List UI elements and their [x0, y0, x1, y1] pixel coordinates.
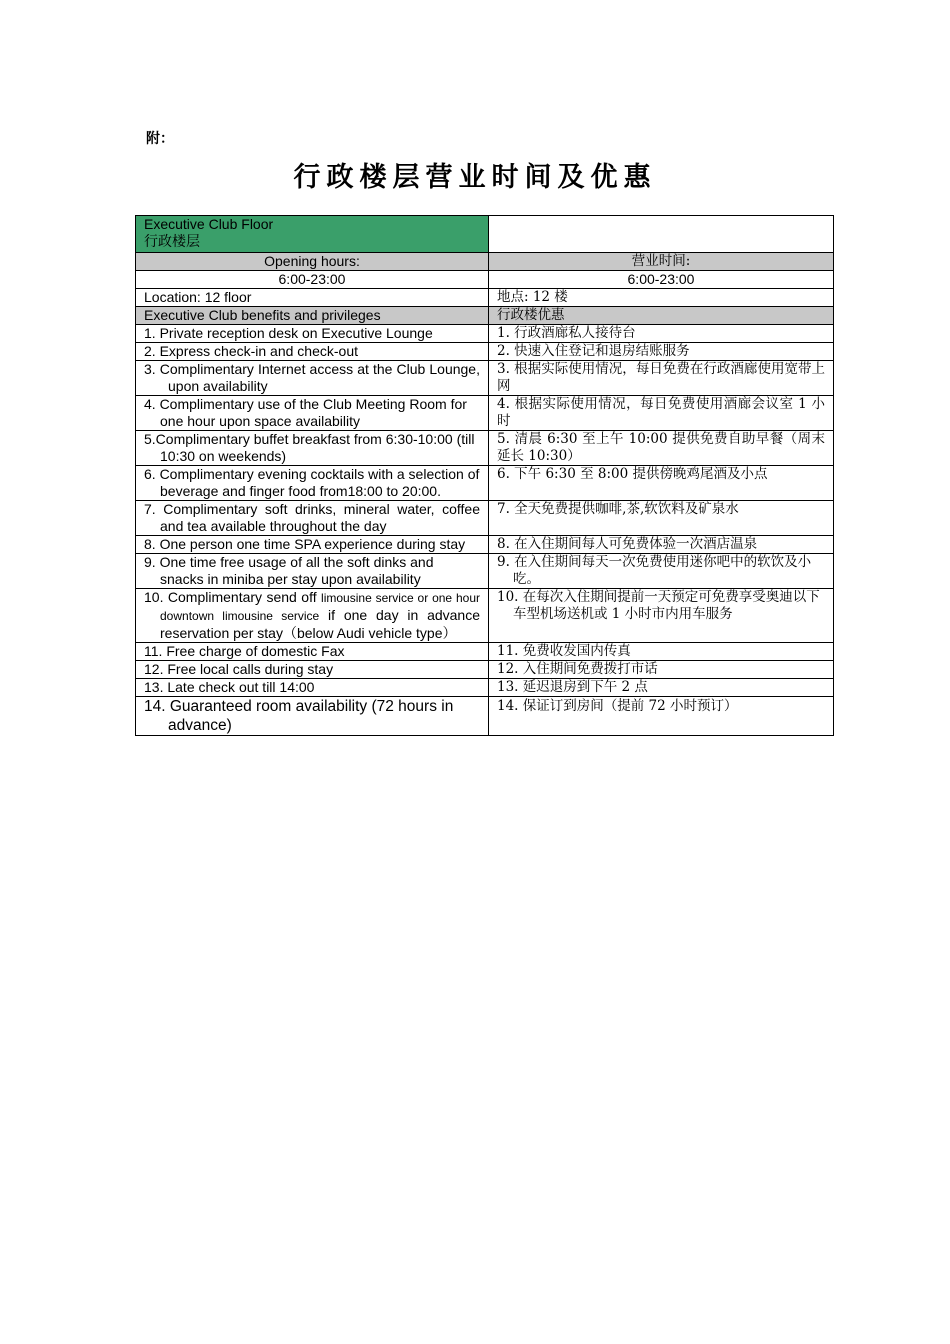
- table-row: [136, 361, 834, 396]
- benefit-en: [136, 697, 489, 736]
- benefit-cn: [489, 589, 834, 643]
- benefit-en-text: 6. Complimentary evening cocktails with a selection of beverage and finger food from18:00 to 20:00.: [144, 466, 480, 499]
- benefit-en: [136, 589, 489, 643]
- table-row: [136, 431, 834, 466]
- benefit-en: [136, 536, 489, 554]
- opening-hours-en: 6:00-23:00: [136, 271, 489, 289]
- benefit-en: [136, 361, 489, 396]
- table-row: [136, 343, 834, 361]
- benefit-cn: 2. 快速入住登记和退房结账服务: [489, 343, 834, 361]
- header-cell: [136, 216, 489, 253]
- benefit-en: 12. Free local calls during stay: [136, 661, 489, 679]
- executive-club-table: [135, 215, 834, 736]
- benefit-cn: 13. 延迟退房到下午 2 点: [489, 679, 834, 697]
- table-row: [136, 396, 834, 431]
- benefit-en: [136, 431, 489, 466]
- benefits-header-row: [136, 307, 834, 325]
- header-cn: 行政楼层: [144, 233, 200, 249]
- table-row: [136, 679, 834, 697]
- benefit-en: [136, 396, 489, 431]
- benefit-cn: 3. 根据实际使用情况，每日免费在行政酒廊使用宽带上网: [489, 361, 834, 396]
- benefit-en: [136, 501, 489, 536]
- benefit-en-text: 7. Complimentary soft drinks, mineral water, coffee and tea available throughout the day: [144, 501, 480, 534]
- header-en: Executive Club Floor: [144, 216, 274, 232]
- table-header-row: [136, 216, 834, 253]
- benefit-en-text: 8. One person one time SPA experience during stay: [144, 536, 466, 552]
- benefits-header-cn: 行政楼优惠: [489, 307, 834, 325]
- benefits-header-en: Executive Club benefits and privileges: [136, 307, 489, 325]
- benefit-cn: [489, 554, 834, 589]
- benefit-en: [136, 554, 489, 589]
- opening-hours-row: [136, 271, 834, 289]
- benefit-en-text: 5.Complimentary buffet breakfast from 6:30-10:00 (till 10:30 on weekends): [144, 431, 475, 464]
- location-en: Location: 12 floor: [136, 289, 489, 307]
- benefit-en-part-c: if one day in advance reservation per stay（below Audi vehicle type）: [160, 607, 480, 641]
- opening-label-en: Opening hours:: [136, 253, 489, 271]
- benefit-cn: 7. 全天免费提供咖啡,茶,软饮料及矿泉水: [489, 501, 834, 536]
- table-row: [136, 466, 834, 501]
- benefit-cn: 8. 在入住期间每人可免费体验一次酒店温泉: [489, 536, 834, 554]
- opening-hours-cn: 6:00-23:00: [489, 271, 834, 289]
- benefit-cn: 11. 免费收发国内传真: [489, 643, 834, 661]
- benefit-cn-text: 10. 在每次入住期间提前一天预定可免费享受奥迪以下车型机场送机或 1 小时市内用车服务: [497, 589, 820, 622]
- table-row: [136, 697, 834, 736]
- table-row: [136, 643, 834, 661]
- location-cn: 地点: 12 楼: [489, 289, 834, 307]
- benefit-cn: 1. 行政酒廊私人接待台: [489, 325, 834, 343]
- benefit-cn: 5. 清晨 6:30 至上午 10:00 提供免费自助早餐（周末延长 10:30）: [489, 431, 834, 466]
- benefit-cn-text: 9. 在入住期间每天一次免费使用迷你吧中的软饮及小吃。: [497, 554, 812, 587]
- benefit-en-part-b: limousine service or one hour downtown limousine service: [160, 591, 480, 623]
- benefit-en-text: 14. Guaranteed room availability (72 hours in advance): [144, 698, 454, 734]
- benefit-en: 13. Late check out till 14:00: [136, 679, 489, 697]
- benefit-en-text: 9. One time free usage of all the soft dinks and snacks in miniba per stay upon availability: [144, 554, 434, 587]
- table-row: [136, 325, 834, 343]
- benefit-cn: 12. 入住期间免费拨打市话: [489, 661, 834, 679]
- benefit-cn: 4. 根据实际使用情况，每日免费使用酒廊会议室 1 小时: [489, 396, 834, 431]
- page-title: 行政楼层营业时间及优惠: [293, 162, 657, 193]
- benefit-cn: 6. 下午 6:30 至 8:00 提供傍晚鸡尾酒及小点: [489, 466, 834, 501]
- benefit-en: 1. Private reception desk on Executive Lounge: [136, 325, 489, 343]
- appendix-label: 附：: [146, 131, 174, 147]
- opening-label-row: [136, 253, 834, 271]
- benefit-en: [136, 466, 489, 501]
- benefit-en: 11. Free charge of domestic Fax: [136, 643, 489, 661]
- benefit-cn: 14. 保证订到房间（提前 72 小时预订）: [489, 697, 834, 736]
- table-row: [136, 554, 834, 589]
- table-row: [136, 536, 834, 554]
- benefit-en-text: [144, 589, 480, 642]
- benefit-en: 2. Express check-in and check-out: [136, 343, 489, 361]
- table-row: [136, 661, 834, 679]
- location-row: [136, 289, 834, 307]
- benefit-en-text: 4. Complimentary use of the Club Meeting Room for one hour upon space availability: [144, 396, 467, 429]
- opening-label-cn: 营业时间:: [489, 253, 834, 271]
- benefit-en-part-a: 10. Complimentary send off: [144, 589, 322, 605]
- table-row: [136, 501, 834, 536]
- benefit-en-text: 3. Complimentary Internet access at the Club Lounge, upon availability: [144, 361, 480, 394]
- table-row: [136, 589, 834, 643]
- header-empty-cell: [489, 216, 834, 253]
